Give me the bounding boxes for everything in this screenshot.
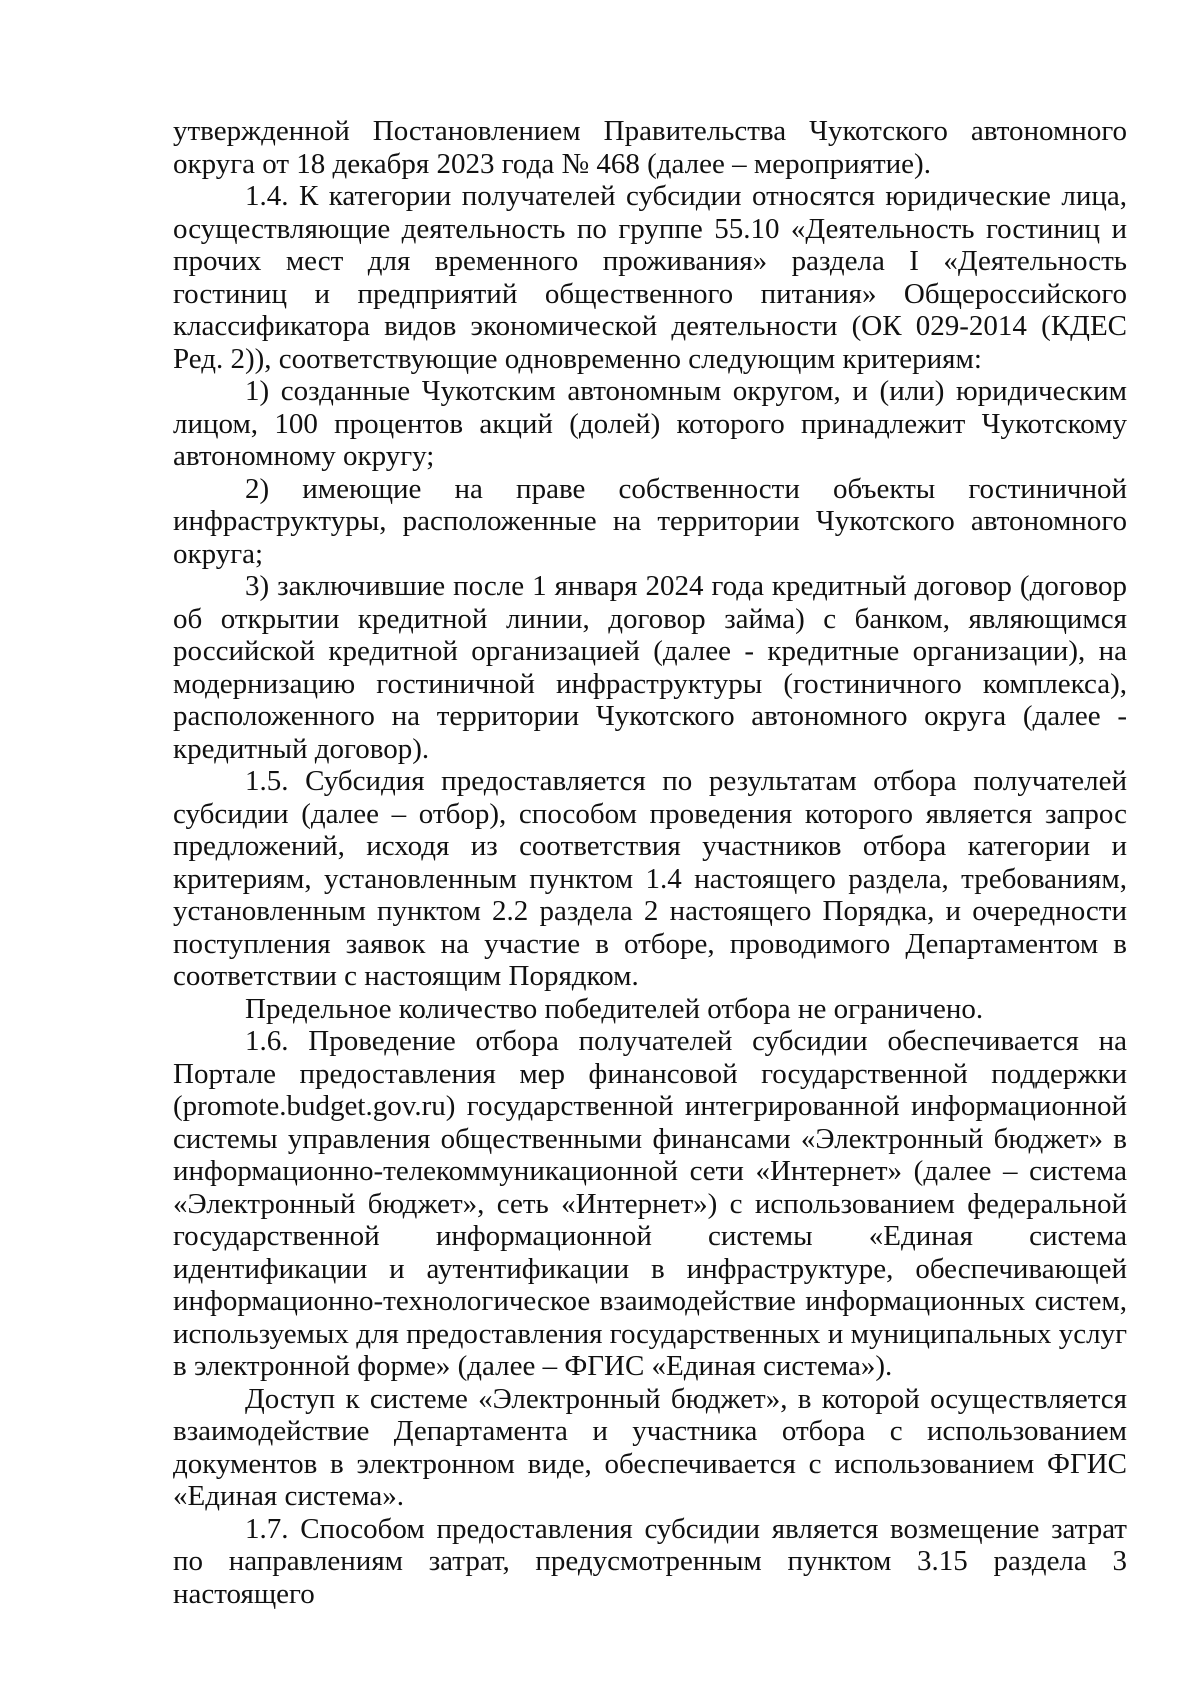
paragraph-continuation: утвержденной Постановлением Правительства Чукотского автономного округа от 18 декабря 2023 года № 468 (далее – мероприятие). [173, 115, 1127, 180]
paragraph-1-7: 1.7. Способом предоставления субсидии является возмещение затрат по направлениям затрат, предусмотренным пунктом 3.15 раздела 3 настоящего [173, 1512, 1127, 1610]
paragraph-access: Доступ к системе «Электронный бюджет», в которой осуществляется взаимодействие Департамента и участника отбора с использованием документов в электронном виде, обеспечивается с использованием ФГИС «Единая система». [173, 1382, 1127, 1512]
criterion-1: 1) созданные Чукотским автономным округом, и (или) юридическим лицом, 100 процентов акций (долей) которого принадлежит Чукотскому автономному округу; [173, 375, 1127, 472]
paragraph-1-4: 1.4. К категории получателей субсидии относятся юридические лица, осуществляющие деятельность по группе 55.10 «Деятельность гостиниц и прочих мест для временного проживания» раздела I «Деятельность гостиниц и предприятий общественного питания» Общероссийского классификатора видов экономической деятельности (ОК 029-2014 (КДЕС Ред. 2)), соответствующие одновременно следующим критериям: [173, 180, 1127, 375]
paragraph-1-6: 1.6. Проведение отбора получателей субсидии обеспечивается на Портале предоставления мер финансовой государственной поддержки (promote.budget.gov.ru) государственной интегрированной информационной системы управления общественными финансами «Электронный бюджет» в информационно-телекоммуникационной сети «Интернет» (далее – система «Электронный бюджет», сеть «Интернет») с использованием федеральной государственной информационной системы «Единая система идентификации и аутентификации в инфраструктуре, обеспечивающей информационно-технологическое взаимодействие информационных систем, используемых для предоставления государственных и муниципальных услуг в электронной форме» (далее – ФГИС «Единая система»). [173, 1025, 1127, 1382]
criterion-2: 2) имеющие на праве собственности объекты гостиничной инфраструктуры, расположенные на территории Чукотского автономного округа; [173, 472, 1127, 570]
paragraph-1-5: 1.5. Субсидия предоставляется по результатам отбора получателей субсидии (далее – отбор), способом проведения которого является запрос предложений, исходя из соответствия участников отбора категории и критериям, установленным пунктом 1.4 настоящего раздела, требованиям, установленным пунктом 2.2 раздела 2 настоящего Порядка, и очередности поступления заявок на участие в отборе, проводимого Департаментом в соответствии с настоящим Порядком. [173, 765, 1127, 992]
paragraph-winners-limit: Предельное количество победителей отбора не ограничено. [245, 992, 984, 1025]
criterion-3: 3) заключившие после 1 января 2024 года кредитный договор (договор об открытии кредитной линии, договор займа) с банком, являющимся российской кредитной организацией (далее - кредитные организации), на модернизацию гостиничной инфраструктуры (гостиничного комплекса), расположенного на территории Чукотского автономного округа (далее - кредитный договор). [173, 570, 1127, 765]
document-body [173, 115, 1127, 1610]
